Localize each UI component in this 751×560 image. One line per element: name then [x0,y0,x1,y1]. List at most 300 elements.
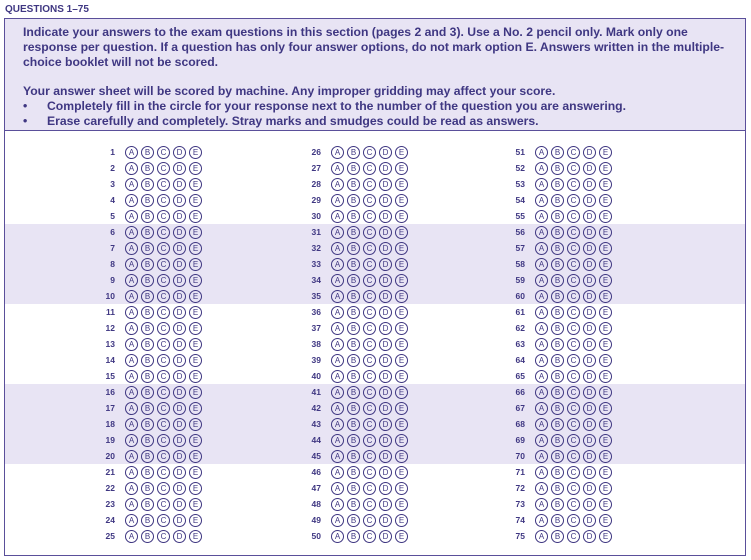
answer-bubble-b[interactable]: B [347,530,360,543]
answer-bubble-d[interactable]: D [379,210,392,223]
answer-bubble-d[interactable]: D [173,498,186,511]
answer-bubble-d[interactable]: D [173,530,186,543]
answer-bubble-e[interactable]: E [395,242,408,255]
answer-bubble-a[interactable]: A [331,434,344,447]
answer-bubble-b[interactable]: B [347,226,360,239]
answer-bubble-e[interactable]: E [189,434,202,447]
answer-bubble-c[interactable]: C [157,290,170,303]
answer-bubble-e[interactable]: E [395,338,408,351]
answer-bubble-b[interactable]: B [141,386,154,399]
answer-bubble-c[interactable]: C [567,530,580,543]
answer-bubble-d[interactable]: D [379,338,392,351]
answer-bubble-c[interactable]: C [567,242,580,255]
answer-bubble-b[interactable]: B [347,322,360,335]
answer-bubble-c[interactable]: C [567,386,580,399]
answer-bubble-d[interactable]: D [379,418,392,431]
answer-bubble-a[interactable]: A [535,178,548,191]
answer-bubble-a[interactable]: A [125,210,138,223]
answer-bubble-c[interactable]: C [157,178,170,191]
answer-bubble-b[interactable]: B [141,146,154,159]
answer-bubble-b[interactable]: B [347,178,360,191]
answer-bubble-c[interactable]: C [157,418,170,431]
answer-bubble-a[interactable]: A [331,306,344,319]
answer-bubble-b[interactable]: B [141,370,154,383]
answer-bubble-c[interactable]: C [363,386,376,399]
answer-bubble-b[interactable]: B [551,322,564,335]
answer-bubble-a[interactable]: A [125,194,138,207]
answer-bubble-d[interactable]: D [379,354,392,367]
answer-bubble-c[interactable]: C [567,434,580,447]
answer-bubble-b[interactable]: B [551,178,564,191]
answer-bubble-d[interactable]: D [173,242,186,255]
answer-bubble-d[interactable]: D [173,194,186,207]
answer-bubble-e[interactable]: E [189,338,202,351]
answer-bubble-e[interactable]: E [599,210,612,223]
answer-bubble-e[interactable]: E [395,162,408,175]
answer-bubble-e[interactable]: E [599,338,612,351]
answer-bubble-b[interactable]: B [551,466,564,479]
answer-bubble-e[interactable]: E [395,322,408,335]
answer-bubble-d[interactable]: D [583,386,596,399]
answer-bubble-d[interactable]: D [173,402,186,415]
answer-bubble-e[interactable]: E [189,530,202,543]
answer-bubble-d[interactable]: D [583,290,596,303]
answer-bubble-c[interactable]: C [567,194,580,207]
answer-bubble-a[interactable]: A [535,498,548,511]
answer-bubble-d[interactable]: D [379,530,392,543]
answer-bubble-c[interactable]: C [363,402,376,415]
answer-bubble-e[interactable]: E [395,466,408,479]
answer-bubble-c[interactable]: C [157,162,170,175]
answer-bubble-b[interactable]: B [551,514,564,527]
answer-bubble-a[interactable]: A [535,466,548,479]
answer-bubble-c[interactable]: C [567,162,580,175]
answer-bubble-e[interactable]: E [189,226,202,239]
answer-bubble-e[interactable]: E [189,290,202,303]
answer-bubble-b[interactable]: B [551,242,564,255]
answer-bubble-d[interactable]: D [173,146,186,159]
answer-bubble-a[interactable]: A [331,322,344,335]
answer-bubble-e[interactable]: E [395,354,408,367]
answer-bubble-d[interactable]: D [583,370,596,383]
answer-bubble-e[interactable]: E [395,450,408,463]
answer-bubble-b[interactable]: B [347,210,360,223]
answer-bubble-c[interactable]: C [363,226,376,239]
answer-bubble-b[interactable]: B [141,306,154,319]
answer-bubble-e[interactable]: E [599,226,612,239]
answer-bubble-d[interactable]: D [379,194,392,207]
answer-bubble-a[interactable]: A [535,530,548,543]
answer-bubble-a[interactable]: A [535,338,548,351]
answer-bubble-d[interactable]: D [173,386,186,399]
answer-bubble-b[interactable]: B [551,370,564,383]
answer-bubble-d[interactable]: D [583,450,596,463]
answer-bubble-e[interactable]: E [599,306,612,319]
answer-bubble-b[interactable]: B [551,338,564,351]
answer-bubble-a[interactable]: A [125,258,138,271]
answer-bubble-b[interactable]: B [141,178,154,191]
answer-bubble-c[interactable]: C [363,290,376,303]
answer-bubble-c[interactable]: C [363,322,376,335]
answer-bubble-e[interactable]: E [189,498,202,511]
answer-bubble-a[interactable]: A [331,418,344,431]
answer-bubble-d[interactable]: D [173,210,186,223]
answer-bubble-c[interactable]: C [567,210,580,223]
answer-bubble-e[interactable]: E [395,146,408,159]
answer-bubble-e[interactable]: E [189,258,202,271]
answer-bubble-c[interactable]: C [567,146,580,159]
answer-bubble-e[interactable]: E [599,530,612,543]
answer-bubble-e[interactable]: E [189,242,202,255]
answer-bubble-c[interactable]: C [157,306,170,319]
answer-bubble-c[interactable]: C [567,322,580,335]
answer-bubble-c[interactable]: C [157,530,170,543]
answer-bubble-a[interactable]: A [331,194,344,207]
answer-bubble-e[interactable]: E [599,418,612,431]
answer-bubble-b[interactable]: B [141,450,154,463]
answer-bubble-b[interactable]: B [141,466,154,479]
answer-bubble-d[interactable]: D [379,274,392,287]
answer-bubble-e[interactable]: E [189,450,202,463]
answer-bubble-b[interactable]: B [141,354,154,367]
answer-bubble-c[interactable]: C [157,210,170,223]
answer-bubble-e[interactable]: E [599,178,612,191]
answer-bubble-e[interactable]: E [599,466,612,479]
answer-bubble-b[interactable]: B [347,370,360,383]
answer-bubble-e[interactable]: E [189,402,202,415]
answer-bubble-e[interactable]: E [395,434,408,447]
answer-bubble-c[interactable]: C [363,274,376,287]
answer-bubble-c[interactable]: C [363,194,376,207]
answer-bubble-a[interactable]: A [125,338,138,351]
answer-bubble-d[interactable]: D [583,402,596,415]
answer-bubble-a[interactable]: A [331,482,344,495]
answer-bubble-a[interactable]: A [535,258,548,271]
answer-bubble-a[interactable]: A [331,146,344,159]
answer-bubble-a[interactable]: A [331,354,344,367]
answer-bubble-d[interactable]: D [379,146,392,159]
answer-bubble-b[interactable]: B [347,386,360,399]
answer-bubble-e[interactable]: E [599,370,612,383]
answer-bubble-d[interactable]: D [379,450,392,463]
answer-bubble-b[interactable]: B [141,322,154,335]
answer-bubble-b[interactable]: B [551,386,564,399]
answer-bubble-d[interactable]: D [379,290,392,303]
answer-bubble-c[interactable]: C [567,338,580,351]
answer-bubble-a[interactable]: A [331,466,344,479]
answer-bubble-c[interactable]: C [157,354,170,367]
answer-bubble-c[interactable]: C [363,338,376,351]
answer-bubble-a[interactable]: A [535,194,548,207]
answer-bubble-c[interactable]: C [363,514,376,527]
answer-bubble-b[interactable]: B [347,242,360,255]
answer-bubble-c[interactable]: C [157,258,170,271]
answer-bubble-d[interactable]: D [583,418,596,431]
answer-bubble-a[interactable]: A [331,386,344,399]
answer-bubble-d[interactable]: D [173,274,186,287]
answer-bubble-c[interactable]: C [157,146,170,159]
answer-bubble-c[interactable]: C [157,434,170,447]
answer-bubble-e[interactable]: E [189,386,202,399]
answer-bubble-c[interactable]: C [157,322,170,335]
answer-bubble-e[interactable]: E [599,498,612,511]
answer-bubble-d[interactable]: D [173,450,186,463]
answer-bubble-b[interactable]: B [347,146,360,159]
answer-bubble-a[interactable]: A [125,514,138,527]
answer-bubble-b[interactable]: B [141,210,154,223]
answer-bubble-b[interactable]: B [347,258,360,271]
answer-bubble-e[interactable]: E [599,354,612,367]
answer-bubble-e[interactable]: E [395,386,408,399]
answer-bubble-c[interactable]: C [363,370,376,383]
answer-bubble-e[interactable]: E [189,178,202,191]
answer-bubble-c[interactable]: C [567,402,580,415]
answer-bubble-c[interactable]: C [567,370,580,383]
answer-bubble-e[interactable]: E [189,514,202,527]
answer-bubble-b[interactable]: B [141,258,154,271]
answer-bubble-e[interactable]: E [599,434,612,447]
answer-bubble-c[interactable]: C [567,418,580,431]
answer-bubble-c[interactable]: C [363,162,376,175]
answer-bubble-c[interactable]: C [363,178,376,191]
answer-bubble-a[interactable]: A [535,482,548,495]
answer-bubble-c[interactable]: C [567,498,580,511]
answer-bubble-a[interactable]: A [535,450,548,463]
answer-bubble-d[interactable]: D [173,322,186,335]
answer-bubble-b[interactable]: B [347,450,360,463]
answer-bubble-b[interactable]: B [347,482,360,495]
answer-bubble-b[interactable]: B [551,402,564,415]
answer-bubble-b[interactable]: B [141,194,154,207]
answer-bubble-b[interactable]: B [551,290,564,303]
answer-bubble-e[interactable]: E [395,194,408,207]
answer-bubble-c[interactable]: C [363,354,376,367]
answer-bubble-d[interactable]: D [173,162,186,175]
answer-bubble-a[interactable]: A [535,146,548,159]
answer-bubble-e[interactable]: E [189,274,202,287]
answer-bubble-c[interactable]: C [157,338,170,351]
answer-bubble-b[interactable]: B [141,290,154,303]
answer-bubble-d[interactable]: D [173,418,186,431]
answer-bubble-d[interactable]: D [173,370,186,383]
answer-bubble-e[interactable]: E [395,482,408,495]
answer-bubble-a[interactable]: A [535,402,548,415]
answer-bubble-a[interactable]: A [535,514,548,527]
answer-bubble-b[interactable]: B [551,498,564,511]
answer-bubble-d[interactable]: D [379,434,392,447]
answer-bubble-d[interactable]: D [583,178,596,191]
answer-bubble-a[interactable]: A [331,290,344,303]
answer-bubble-a[interactable]: A [125,370,138,383]
answer-bubble-c[interactable]: C [157,370,170,383]
answer-bubble-b[interactable]: B [551,418,564,431]
answer-bubble-d[interactable]: D [583,242,596,255]
answer-bubble-e[interactable]: E [189,370,202,383]
answer-bubble-e[interactable]: E [599,258,612,271]
answer-bubble-c[interactable]: C [157,402,170,415]
answer-bubble-d[interactable]: D [173,226,186,239]
answer-bubble-d[interactable]: D [583,306,596,319]
answer-bubble-a[interactable]: A [331,450,344,463]
answer-bubble-a[interactable]: A [535,306,548,319]
answer-bubble-b[interactable]: B [347,402,360,415]
answer-bubble-a[interactable]: A [331,162,344,175]
answer-bubble-b[interactable]: B [347,274,360,287]
answer-bubble-e[interactable]: E [189,210,202,223]
answer-bubble-c[interactable]: C [567,354,580,367]
answer-bubble-a[interactable]: A [125,178,138,191]
answer-bubble-e[interactable]: E [395,178,408,191]
answer-bubble-c[interactable]: C [157,498,170,511]
answer-bubble-b[interactable]: B [551,530,564,543]
answer-bubble-d[interactable]: D [583,530,596,543]
answer-bubble-b[interactable]: B [141,338,154,351]
answer-bubble-b[interactable]: B [141,434,154,447]
answer-bubble-e[interactable]: E [599,290,612,303]
answer-bubble-c[interactable]: C [567,482,580,495]
answer-bubble-c[interactable]: C [363,530,376,543]
answer-bubble-b[interactable]: B [347,306,360,319]
answer-bubble-b[interactable]: B [551,258,564,271]
answer-bubble-d[interactable]: D [379,370,392,383]
answer-bubble-d[interactable]: D [379,306,392,319]
answer-bubble-d[interactable]: D [379,514,392,527]
answer-bubble-a[interactable]: A [125,146,138,159]
answer-bubble-e[interactable]: E [189,466,202,479]
answer-bubble-b[interactable]: B [347,466,360,479]
answer-bubble-a[interactable]: A [535,354,548,367]
answer-bubble-d[interactable]: D [173,482,186,495]
answer-bubble-d[interactable]: D [379,226,392,239]
answer-bubble-a[interactable]: A [535,418,548,431]
answer-bubble-d[interactable]: D [583,210,596,223]
answer-bubble-c[interactable]: C [567,178,580,191]
answer-bubble-e[interactable]: E [395,290,408,303]
answer-bubble-a[interactable]: A [125,434,138,447]
answer-bubble-e[interactable]: E [189,194,202,207]
answer-bubble-b[interactable]: B [347,162,360,175]
answer-bubble-a[interactable]: A [331,226,344,239]
answer-bubble-c[interactable]: C [567,306,580,319]
answer-bubble-c[interactable]: C [157,242,170,255]
answer-bubble-b[interactable]: B [551,354,564,367]
answer-bubble-e[interactable]: E [599,514,612,527]
answer-bubble-e[interactable]: E [395,498,408,511]
answer-bubble-d[interactable]: D [173,354,186,367]
answer-bubble-a[interactable]: A [125,242,138,255]
answer-bubble-a[interactable]: A [125,226,138,239]
answer-bubble-e[interactable]: E [599,162,612,175]
answer-bubble-a[interactable]: A [331,498,344,511]
answer-bubble-b[interactable]: B [141,242,154,255]
answer-bubble-d[interactable]: D [379,162,392,175]
answer-bubble-b[interactable]: B [141,498,154,511]
answer-bubble-a[interactable]: A [535,290,548,303]
answer-bubble-c[interactable]: C [567,450,580,463]
answer-bubble-e[interactable]: E [599,482,612,495]
answer-bubble-b[interactable]: B [141,402,154,415]
answer-bubble-b[interactable]: B [141,274,154,287]
answer-bubble-c[interactable]: C [567,258,580,271]
answer-bubble-e[interactable]: E [189,418,202,431]
answer-bubble-b[interactable]: B [141,418,154,431]
answer-bubble-d[interactable]: D [583,258,596,271]
answer-bubble-d[interactable]: D [173,258,186,271]
answer-bubble-a[interactable]: A [125,386,138,399]
answer-bubble-c[interactable]: C [567,274,580,287]
answer-bubble-d[interactable]: D [173,306,186,319]
answer-bubble-b[interactable]: B [551,146,564,159]
answer-bubble-a[interactable]: A [125,306,138,319]
answer-bubble-e[interactable]: E [189,306,202,319]
answer-bubble-c[interactable]: C [567,226,580,239]
answer-bubble-a[interactable]: A [331,210,344,223]
answer-bubble-c[interactable]: C [157,274,170,287]
answer-bubble-e[interactable]: E [395,370,408,383]
answer-bubble-d[interactable]: D [583,466,596,479]
answer-bubble-a[interactable]: A [125,322,138,335]
answer-bubble-e[interactable]: E [599,194,612,207]
answer-bubble-d[interactable]: D [173,466,186,479]
answer-bubble-a[interactable]: A [535,434,548,447]
answer-bubble-c[interactable]: C [567,514,580,527]
answer-bubble-c[interactable]: C [363,498,376,511]
answer-bubble-e[interactable]: E [189,482,202,495]
answer-bubble-e[interactable]: E [395,274,408,287]
answer-bubble-c[interactable]: C [363,258,376,271]
answer-bubble-d[interactable]: D [583,338,596,351]
answer-bubble-c[interactable]: C [363,306,376,319]
answer-bubble-e[interactable]: E [395,514,408,527]
answer-bubble-e[interactable]: E [189,162,202,175]
answer-bubble-d[interactable]: D [583,226,596,239]
answer-bubble-a[interactable]: A [125,530,138,543]
answer-bubble-d[interactable]: D [583,162,596,175]
answer-bubble-a[interactable]: A [125,466,138,479]
answer-bubble-b[interactable]: B [141,530,154,543]
answer-bubble-b[interactable]: B [141,514,154,527]
answer-bubble-b[interactable]: B [347,354,360,367]
answer-bubble-b[interactable]: B [347,290,360,303]
answer-bubble-d[interactable]: D [583,434,596,447]
answer-bubble-a[interactable]: A [331,338,344,351]
answer-bubble-d[interactable]: D [379,258,392,271]
answer-bubble-e[interactable]: E [189,322,202,335]
answer-bubble-a[interactable]: A [331,274,344,287]
answer-bubble-c[interactable]: C [363,482,376,495]
answer-bubble-a[interactable]: A [125,450,138,463]
answer-bubble-d[interactable]: D [583,146,596,159]
answer-bubble-d[interactable]: D [173,178,186,191]
answer-bubble-d[interactable]: D [379,178,392,191]
answer-bubble-d[interactable]: D [379,498,392,511]
answer-bubble-b[interactable]: B [347,418,360,431]
answer-bubble-c[interactable]: C [157,514,170,527]
answer-bubble-a[interactable]: A [331,242,344,255]
answer-bubble-e[interactable]: E [395,306,408,319]
answer-bubble-d[interactable]: D [173,338,186,351]
answer-bubble-b[interactable]: B [551,194,564,207]
answer-bubble-b[interactable]: B [551,210,564,223]
answer-bubble-b[interactable]: B [347,338,360,351]
answer-bubble-b[interactable]: B [141,226,154,239]
answer-bubble-b[interactable]: B [551,274,564,287]
answer-bubble-a[interactable]: A [535,322,548,335]
answer-bubble-c[interactable]: C [363,210,376,223]
answer-bubble-d[interactable]: D [379,242,392,255]
answer-bubble-e[interactable]: E [395,530,408,543]
answer-bubble-c[interactable]: C [567,466,580,479]
